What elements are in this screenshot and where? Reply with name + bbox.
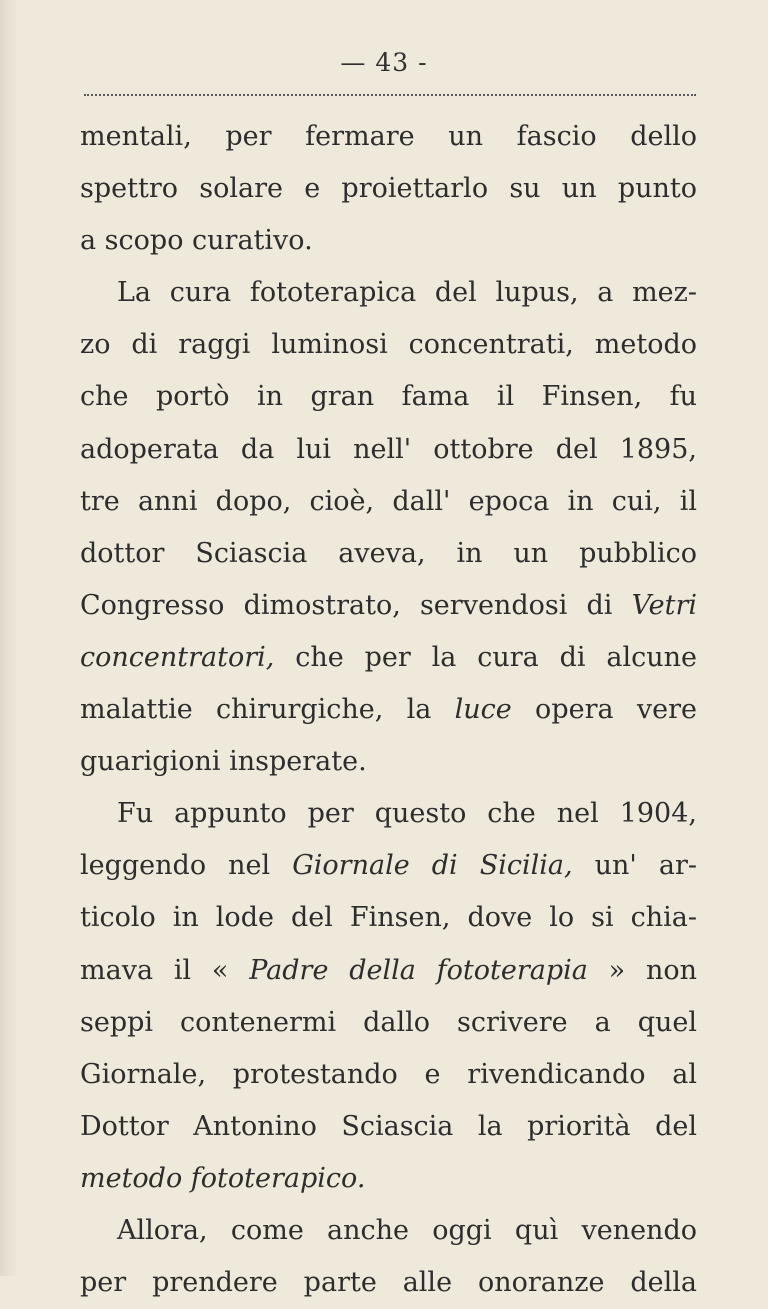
page-gutter-shadow xyxy=(0,0,18,1276)
text-line: Congresso dimostrato, servendosi di Vetri xyxy=(80,589,697,621)
italic-term: Giornale di Sicilia, xyxy=(292,850,573,882)
paragraph-start-line: La cura fototerapica del lupus, a mez- xyxy=(117,277,697,309)
text-line: a scopo curativo. xyxy=(80,225,313,257)
body-text xyxy=(80,111,697,1309)
text-line: leggendo nel Giornale di Sicilia, un' ar- xyxy=(80,850,698,882)
text-line: Dottor Antonino Sciascia la priorità del xyxy=(80,1110,697,1142)
italic-term: Padre della fototerapia xyxy=(249,954,588,986)
dotted-header-rule xyxy=(84,94,696,96)
paragraph-start-line: Fu appunto per questo che nel 1904, xyxy=(117,798,697,830)
text-line: guarigioni insperate. xyxy=(80,746,367,778)
text-line: che portò in gran fama il Finsen, fu xyxy=(80,381,697,413)
text-line: seppi contenermi dallo scrivere a quel xyxy=(80,1006,697,1038)
text-line: spettro solare e proiettarlo su un punto xyxy=(80,173,697,205)
text-line: malattie chirurgiche, la luce opera vere xyxy=(80,694,697,726)
italic-term: metodo fototerapico. xyxy=(80,1162,366,1194)
text-line: tre anni dopo, cioè, dall' epoca in cui, il xyxy=(80,485,697,517)
italic-term: luce xyxy=(454,694,512,726)
text-line: Giornale, protestando e rivendicando al xyxy=(80,1058,697,1090)
text-line: mava il « Padre della fototerapia » non xyxy=(80,954,697,986)
page-number: — 43 - xyxy=(340,48,428,77)
text-line: mentali, per fermare un fascio dello xyxy=(80,121,697,152)
text-line: dottor Sciascia aveva, in un pubblico xyxy=(80,537,697,569)
text-line: concentratori, che per la cura di alcune xyxy=(80,641,697,673)
text-line: ticolo in lode del Finsen, dove lo si chia- xyxy=(80,902,697,934)
text-line: per prendere parte alle onoranze della xyxy=(80,1267,697,1299)
text-line: zo di raggi luminosi concentrati, metodo xyxy=(80,329,697,361)
text-line: adoperata da lui nell' ottobre del 1895, xyxy=(80,433,697,465)
paragraph-start-line: Allora, come anche oggi quì venendo xyxy=(117,1214,697,1246)
italic-term: concentratori, xyxy=(80,641,275,673)
text-line xyxy=(80,1153,697,1205)
italic-term: Vetri xyxy=(631,589,697,621)
